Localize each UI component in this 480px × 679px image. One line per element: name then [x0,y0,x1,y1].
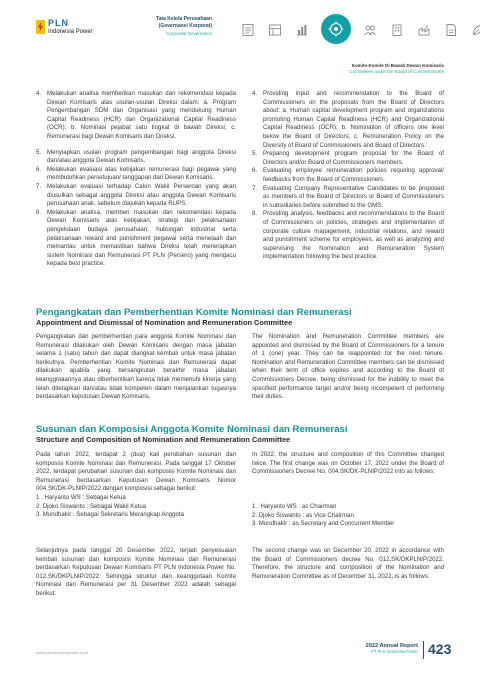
list-item: 6. Evaluating employee remuneration policies requiring approval/ feedbacks from the Board of Commissioners. [252,167,444,183]
list-item: 5. Menyiapkan usulan program pengembangan bagi anggota Direksi dan/atau anggota Dewan Komisaris. [36,148,236,165]
list-item: 2. Djoko Siswanto : as Vice Chairman [252,511,354,519]
plant-icon[interactable] [416,22,432,38]
report-label: 2022 Annual Report PT PLN Indonesia Power [365,643,418,654]
list-item: 3. Mundhakir : as Secretary and Concurrent Member [252,520,395,528]
list-item: 1 . Haryanto WS : Sebagai Ketua [36,494,126,501]
composition-intro-en: In 2022, the structure and composition of this Committee changed twice. The first change was on October 17, 2022 under the Board of Commissioners Decree No. 004.SK/DK-PLNIP/2022 into as follows: [252,451,444,476]
list-item: 5. Preparing development program proposal for the Board of Directors and/or Board of Commissioners members. [252,150,444,166]
pln-logo-icon [36,20,45,34]
section-label: Komite-Komite Di Bawah Dewan Komisaris Committees under the Board of Commissioners [349,63,444,74]
report-icon[interactable] [240,22,256,38]
governance-icon[interactable] [321,14,351,44]
composition-next-id: Selanjutnya pada tanggal 20 Desember 2022, terjadi penyesuaian kembali susunan dan komposisi Komite Nominasi dan Remunerasi berdasarkan Keputusan Dewan Komisaris PT PLN Indonesia Power No. 012.SK/DKPLNIP/2022. Sehingga struktur dan keanggotaan Komite Nominasi dan Remunerasi per 31 Desember 2022 adalah sebagai berikut: [36,547,236,597]
list-item: 2. Djoko Siswanto : Sebagai Wakil Ketua [36,502,147,510]
document-icon[interactable] [443,22,459,38]
list-item: 8. Melakukan analisa, memberi masukan dan rekomendasi kepada Dewan Komisaris atas kebijakan, strategi dan pelaksanaan pengelolaan budaya perusahaan, hubungan industrial serta pelaksanaan reward and punishment pegawai serta menelaah dan memantau untuk memastikan bahwa Direksi telah menerapkan sistem Nominasi dan Remunerasi PT PLN (Persero) yang mengacu kepada best practice. [36,208,236,268]
section-heading-composition: Susunan dan Komposisi Anggota Komite Nominasi dan Remunerasi Structure and Composition of Nomination and Remuneration Committee [36,424,348,444]
duties-list-en [252,90,444,262]
members-list-id [36,494,236,520]
chapter-nav [240,16,480,44]
building-icon[interactable] [389,22,405,38]
composition-intro-id: Pada tahun 2022, terdapat 2 (dua) kali perubahan susunan dan komposisi Komite Nominasi dan Remunerasi. Pada tanggal 17 Oktober 2022, terdapat perubahan susunan dan komposisi Komite Nominasi dan Remunerasi berdasarkan Keputusan Dewan Komisaris Nomor 004.SK/DK-PLNIP/2022 dengan komposisi sebagai berikut: [36,451,236,493]
section-heading-appointment: Pengangkatan dan Pemberhentian Komite Nominasi dan Remunerasi Appointment and Dismissal of Nomination and Remuneration Committee [36,307,352,327]
chart-icon[interactable] [294,22,310,38]
website-link[interactable]: www.plnindonesiapower.co.id [36,650,89,655]
list-item: 1 . Haryanto WS : as Chairman [252,503,337,510]
list-item: 8. Providing analysis, feedbacks and recommendations to the Board of Commissioners on policies, strategies and implementation of corporate culture management, industrial relations, and reward and punishment scheme for employees, as well as analyzing and supervising the Nomination and Remuneration System implementation following the best practice. [252,210,444,261]
list-item: 3. Mundhakir : Sebagai Sekretaris Merangkap Anggota [36,511,185,519]
composition-next-en: The second change was on December 20, 2022 in accordance with the Board of Commissioners decree No. 012.SK/DKPLNIP/2022. Therefore, the structure and composition of the Nomination and Remuneration Committee as of December 31, 2022, is as follows: [252,547,444,580]
list-item: 7. Evaluating Company Representative Candidates to be proposed as members of the Board of Directors or Board of Commissioners in subsidiaries before submitted to the GMS. [252,184,444,209]
leaf-icon[interactable] [470,22,480,38]
duties-list-id [36,90,236,269]
logo-subtitle: Indonesia Power [48,29,93,35]
list-item: 4. Melakukan analisa memberikan masukan dan rekomendasi kepada Dewan Komisaris atas usulan-usulan Direksi dalam: a. Program Pengembangan SDM dan Organisasi yang mendukung Human Capital Readiness (HCR) dan Organizational Capital Readiness (OCR); b. Nominasi pejabat satu tingkat di bawah Direksi; c. Remunerasi bagi Dewan Komisaris dan Direksi. [36,90,236,140]
company-logo [36,19,93,36]
people-icon[interactable] [362,22,378,38]
appointment-text-id: Pengangkatan dan pemberhentian para anggota Komite Nominasi dan Remunerasi dilakukan oleh Dewan Komisaris dengan masa jabatan selama 1 (satu) tahun dan dapat diangkat kembali untuk masa jabatan berikutnya. Pemberhentian Komite Nominasi dan Remunerasi dapat dilakukan apabila yang bersangkutan berakhir masa jabatan keanggotaannya atau diberhentikan karena tidak memenuhi kinerja yang telah ditetapkan dan/atau tidak kompeten dalam menjalankan tugasnya berdasarkan keputusan Dewan Komisaris. [36,333,236,401]
data-icon[interactable] [267,22,283,38]
chapter-title: Tata Kelola Perusahaan (Governansi Korporat) Corporate Governance [155,16,212,36]
appointment-text-en: The Nomination and Remuneration Committee members are appointed and dismissed by the Board of Commissioners for a tenure of 1 (one) year. They can be reappointed for the next tenure. Nomination and Remuneration Committee members can be dismissed when their term of office expires and according to the Board of Commissioners Decree, being dismissed for the inability to meet the specified performance target and/or being incompetent of performing their duties. [252,333,444,401]
footer-divider [423,641,424,659]
list-item: 4. Providing input and recommendation to the Board of Commissioners on the proposals from the Board of Directors about: a. Human capital development program and organizations promoting Human Capital Readiness (HCR) and Organizational Capital Readiness (OCR); b. Nomination of officers one level below the Board of Directors; c. Remuneration Policy on the Diversity of Board of Commissioners and Board of Directors. [252,90,444,149]
page-number: 423 [428,641,452,657]
list-item: 6. Melakukan evaluasi atas kebijakan remunerasi bagi pegawai yang membutuhkan persetujuan/ tanggapan dari Dewan Komisaris. [36,165,236,182]
members-list-en [252,503,444,529]
list-item: 7. Melakukan evaluasi terhadap Calon Wakil Perseroan yang akan diusulkan sebagai anggota Direksi atau anggota Dewan Komisaris perusahaan anak, sebelum diajukan kepada RUPS. [36,182,236,208]
logo-brand: PLN [48,18,69,28]
